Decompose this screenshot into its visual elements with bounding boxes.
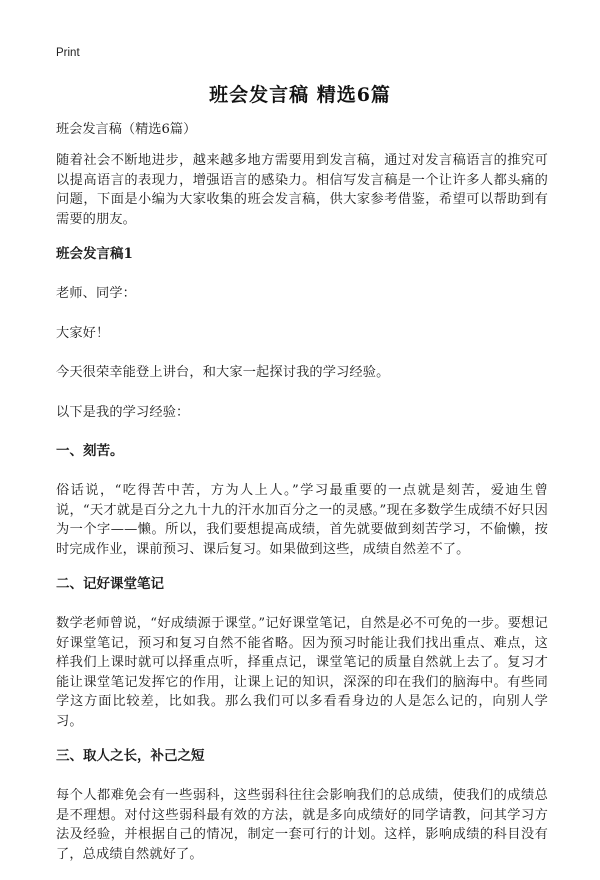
point3-paragraph: 每个人都难免会有一些弱科，这些弱科往往会影响我们的总成绩，使我们的成绩总是不理想。对付这些弱科最有效的方法，就是多向成绩好的同学请教，问其学习方法及经验，并根据自己的情况，制定一套可行的计划。这样，影响成绩的科目没有了，总成绩自然就好了。 bbox=[56, 788, 548, 862]
lead-paragraph: 以下是我的学习经验： bbox=[56, 404, 190, 420]
point1-heading: 一、刻苦。 bbox=[56, 443, 124, 459]
section-heading: 班会发言稿1 bbox=[56, 246, 133, 262]
point2-paragraph: 数学老师曾说，“好成绩源于课堂。”记好课堂笔记，自然是必不可免的一步。要想记好课堂笔记，预习和复习自然不能省略。因为预习时能让我们找出重点、难点，这样我们上课时就可以择重点听，择重点记，课堂笔记的质量自然就上去了。复习才能让课堂笔记发挥它的作用，让课上记的知识，深深的印在我们的脑海中。有些同学这方面比较差，比如我。那么我们可以多看看身边的人是怎么记的，向别人学习。 bbox=[56, 616, 548, 729]
point1-paragraph: 俗话说，“吃得苦中苦，方为人上人。”学习最重要的一点就是刻苦，爱迪生曾说，“天才就是百分之九十九的汗水加百分之一的灵感。”现在多数学生成绩不好只因为一个字——懒。所以，我们要想提高成绩，首先就要做到刻苦学习，不偷懒，按时完成作业，课前预习、课后复习。如果做到这些，成绩自然差不了。 bbox=[56, 483, 548, 557]
document-title: 班会发言稿 精选6篇 bbox=[209, 84, 391, 106]
hello-paragraph: 大家好！ bbox=[56, 325, 110, 341]
point2-heading: 二、记好课堂笔记 bbox=[56, 576, 164, 592]
opening-paragraph: 今天很荣幸能登上讲台，和大家一起探讨我的学习经验。 bbox=[56, 365, 390, 380]
greeting-paragraph: 老师、同学： bbox=[56, 286, 137, 301]
point3-heading: 三、取人之长，补己之短 bbox=[56, 748, 205, 764]
intro-paragraph: 随着社会不断地进步，越来越多地方需要用到发言稿，通过对发言稿语言的推究可以提高语言的表现力，增强语言的感染力。相信写发言稿是一个让许多人都头痛的问题，下面是小编为大家收集的班会发言稿，供大家参考借鉴，希望可以帮助到有需要的朋友。 bbox=[56, 153, 548, 227]
document-subtitle: 班会发言稿（精选6篇） bbox=[56, 122, 197, 137]
print-label[interactable]: Print bbox=[56, 47, 80, 59]
document-body bbox=[56, 120, 548, 880]
